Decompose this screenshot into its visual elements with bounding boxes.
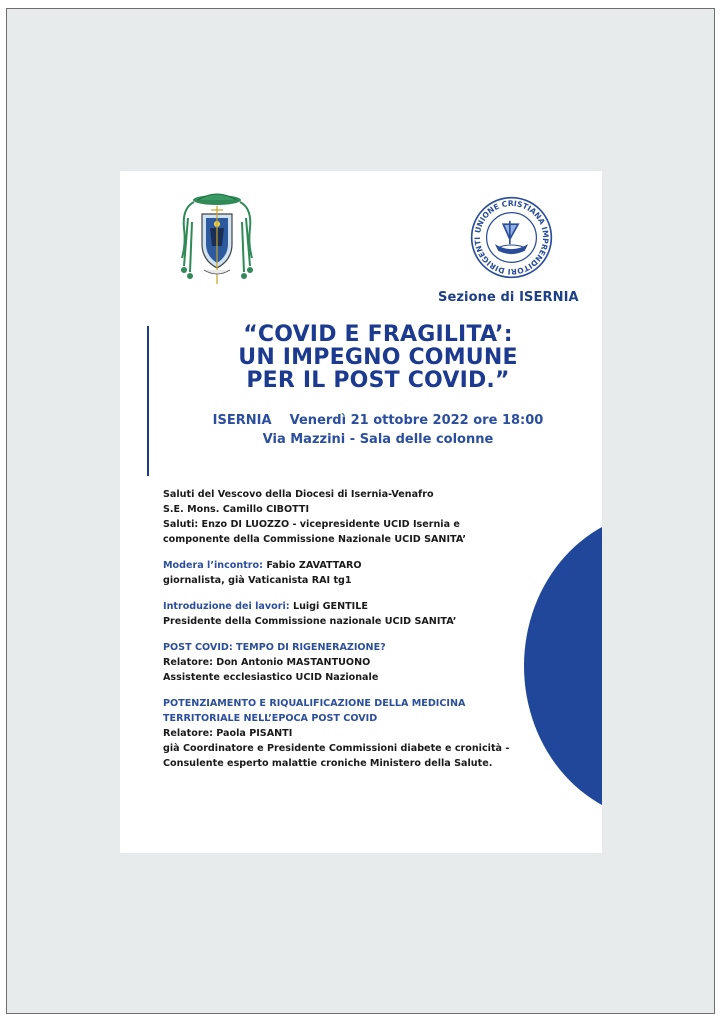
program-line: Saluti: Enzo DI LUOZZO - vicepresidente UCID Isernia e — [163, 519, 460, 530]
program-line: S.E. Mons. Camillo CIBOTTI — [163, 504, 310, 515]
program-line: Saluti del Vescovo della Diocesi di Isernia-Venafro — [163, 489, 434, 500]
event-date: ISERNIA Venerdì 21 ottobre 2022 ore 18:00 — [212, 413, 544, 428]
program-block-intro — [163, 599, 543, 629]
moderator-label: Modera l’incontro: — [163, 560, 267, 571]
program-line: già Coordinatore e Presidente Commissioni diabete e cronicità - — [163, 743, 510, 754]
intro-name: Luigi GENTILE — [292, 601, 368, 612]
program-line: componente della Commissione Nazionale UCID SANITA’ — [163, 534, 467, 545]
svg-text:UNIONE CRISTIANA IMPRENDITORI: UNIONE CRISTIANA IMPRENDITORI DIRIGENTI — [472, 198, 551, 277]
program-block-saluti — [163, 487, 543, 547]
title-accent-bar — [147, 326, 149, 476]
program-line: giornalista, già Vaticanista RAI tg1 — [163, 575, 352, 586]
program-line: Relatore: Paola PISANTI — [163, 728, 293, 739]
title-line: “COVID E FRAGILITA’: — [243, 322, 513, 347]
program-line — [163, 558, 543, 573]
event-program — [163, 487, 543, 782]
program-line: Consulente esperto malattie croniche Ministero della Salute. — [163, 758, 493, 769]
program-block-post-covid — [163, 640, 543, 685]
title-line: UN IMPEGNO COMUNE — [238, 345, 518, 370]
diocese-crest-icon — [174, 188, 260, 288]
talk-title: POTENZIAMENTO E RIQUALIFICAZIONE DELLA MEDICINA — [163, 698, 466, 709]
ucid-seal-icon — [470, 196, 553, 279]
talk-title: POST COVID: TEMPO DI RIGENERAZIONE? — [163, 642, 386, 653]
section-label: Sezione di ISERNIA — [438, 290, 579, 305]
moderator-name: Fabio ZAVATTARO — [266, 560, 362, 571]
event-when-where — [158, 411, 598, 449]
talk-title: TERRITORIALE NELL’EPOCA POST COVID — [163, 713, 378, 724]
event-venue: Via Mazzini - Sala delle colonne — [262, 432, 494, 447]
event-poster — [120, 171, 602, 853]
program-line: Relatore: Don Antonio MASTANTUONO — [163, 657, 371, 668]
program-line: Presidente della Commissione nazionale UCID SANITA’ — [163, 616, 457, 627]
program-block-potenziamento — [163, 696, 543, 771]
program-line: Assistente ecclesiastico UCID Nazionale — [163, 672, 379, 683]
program-block-modera — [163, 558, 543, 588]
title-line: PER IL POST COVID.” — [246, 368, 510, 393]
intro-label: Introduzione dei lavori: — [163, 601, 293, 612]
program-line — [163, 599, 543, 614]
event-title — [158, 323, 598, 392]
